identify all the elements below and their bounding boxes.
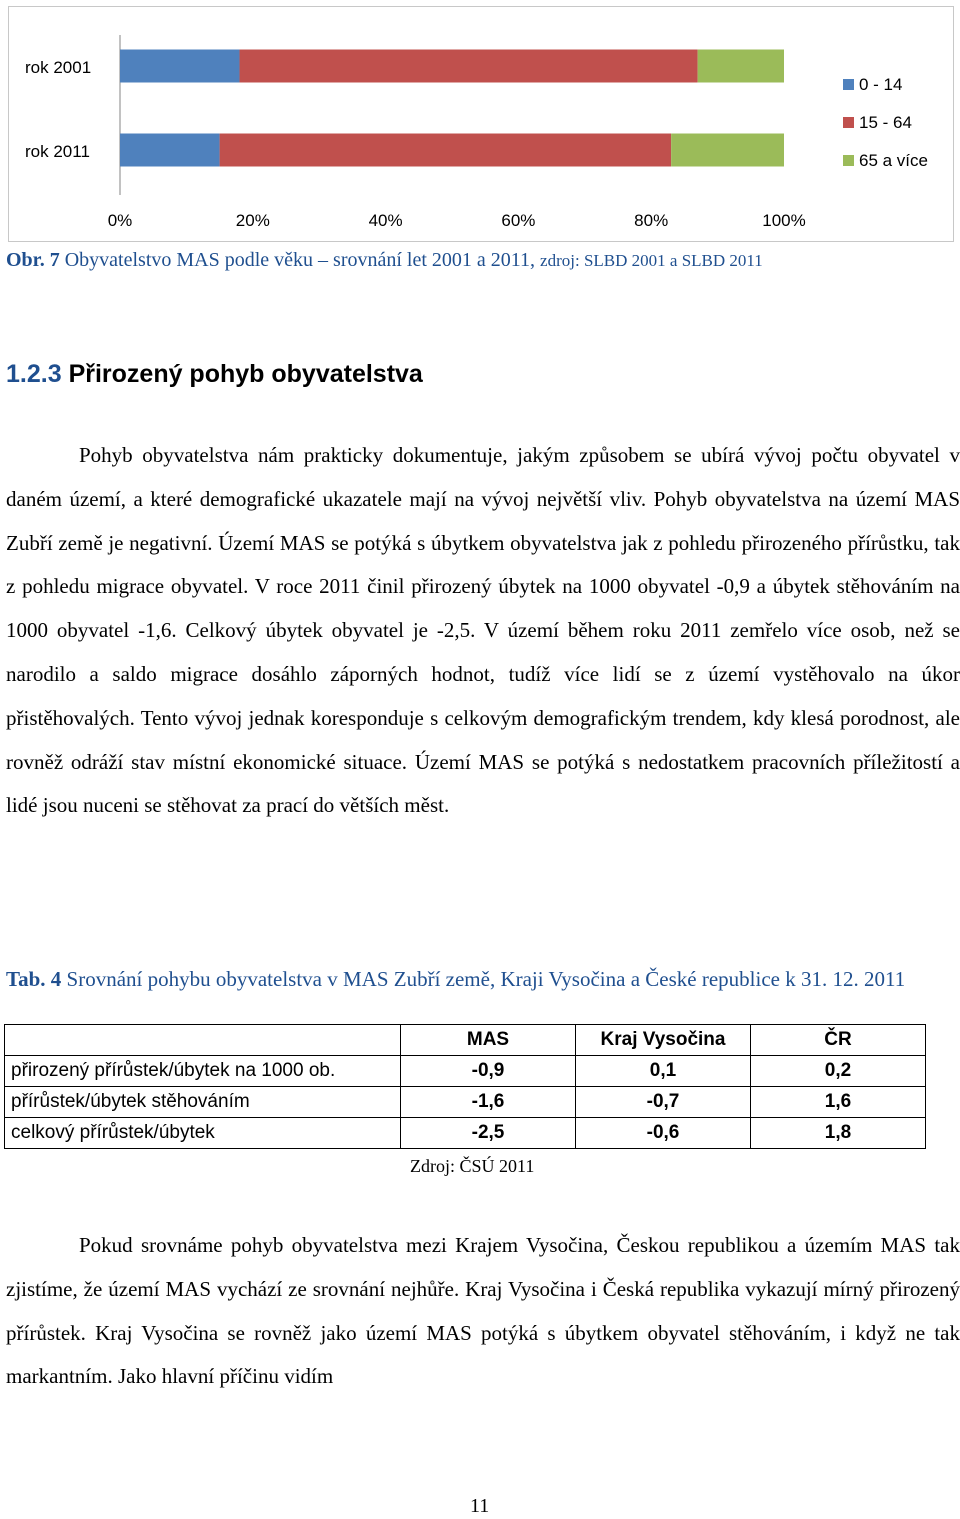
figure-source: zdroj: SLBD 2001 a SLBD 2011 [540,251,763,270]
bar-segment-0 [120,134,220,167]
table-header-mas: MAS [401,1025,576,1056]
category-label: rok 2011 [25,142,90,161]
x-tick-label: 40% [368,211,403,230]
table-row-label: celkový přírůstek/úbytek [5,1118,401,1149]
legend-label: 15 - 64 [859,113,912,132]
paragraph-1: Pohyb obyvatelstva nám prakticky dokumentuje, jakým způsobem se ubírá vývoj počtu obyvatel v daném území, a které demografické ukazatele mají na vývoj největší vliv. Pohyb obyvatelstva na území MAS Zubří země je negativní. Území MAS se potýká s úbytkem obyvatelstva jak z pohledu přirozeného přírůstku, tak z pohledu migrace obyvatel. V roce 2011 činil přirozený úbytek na 1000 obyvatel -0,9 a úbytek stěhováním na 1000 obyvatel -1,6. Celkový úbytek obyvatel je -2,5. V území během roku 2011 zemřelo více osob, než se narodilo a saldo migrace dosáhlo záporných hodnot, tudíž více lidí se z území vystěhovalo na úkor přistěhovalých. Tento vývoj jednak koresponduje s celkovým demografickým trendem, kdy klesá porodnost, ale rovněž odráží stav místní ekonomické situace. Území MAS se potýká s nedostatkem pracovních příležitostí a lidé jsou nuceni se stěhovat za prací do větších měst. [6,443,960,818]
table-row [5,1087,926,1118]
x-tick-label: 0% [107,211,133,230]
table-cell: 1,8 [751,1118,926,1149]
table-label: Tab. 4 [6,967,62,991]
bar-segment-0 [120,50,240,83]
section-number: 1.2.3 [6,360,62,388]
table-caption [6,965,960,994]
table-cell: 0,1 [576,1056,751,1087]
table-cell: -1,6 [401,1087,576,1118]
x-tick-label: 80% [634,211,669,230]
x-tick-label: 20% [235,211,270,230]
table-cell: -0,7 [576,1087,751,1118]
age-structure-chart [8,6,954,242]
x-tick-label: 100% [762,211,806,230]
section-heading [6,360,423,389]
legend-swatch [843,79,854,90]
table-cell: 1,6 [751,1087,926,1118]
category-label: rok 2001 [25,58,92,77]
table-header-cr: ČR [751,1025,926,1056]
bar-segment-1 [240,50,698,83]
figure-label: Obr. 7 [6,249,60,271]
bar-segment-2 [698,50,784,83]
legend-swatch [843,155,854,166]
table-cell: -0,9 [401,1056,576,1087]
chart-canvas [9,7,953,241]
table-row [5,1056,926,1087]
bar-segment-1 [220,134,672,167]
table-caption-text: Srovnání pohybu obyvatelstva v MAS Zubří země, Kraji Vysočina a České republice k 31. 12. 2011 [61,967,906,991]
figure-caption-text: Obyvatelstvo MAS podle věku – srovnání let 2001 a 2011, [59,249,541,271]
legend-label: 0 - 14 [859,75,903,94]
table-row-label: přírůstek/úbytek stěhováním [5,1087,401,1118]
table-cell: 0,2 [751,1056,926,1087]
table-header-vysocina: Kraj Vysočina [576,1025,751,1056]
table-header-row [5,1025,926,1056]
bar-segment-2 [671,134,784,167]
population-movement-table [4,1024,926,1149]
table-row-label: přirozený přírůstek/úbytek na 1000 ob. [5,1056,401,1087]
legend-label: 65 a více [859,151,928,170]
paragraph-2: Pokud srovnáme pohyb obyvatelstva mezi Krajem Vysočina, Českou republikou a územím MAS tak zjistíme, že území MAS vychází ze srovnání nejhůře. Kraj Vysočina i Česká republika vykazují mírný přirozený přírůstek. Kraj Vysočina se rovněž jako území MAS potýká s úbytkem obyvatel stěhováním, i když ne tak markantním. Jako hlavní příčinu vidím [6,1233,960,1389]
legend-swatch [843,117,854,128]
figure-caption [6,249,763,272]
section-title: Přirozený pohyb obyvatelstva [68,360,423,388]
table-source: Zdroj: ČSÚ 2011 [410,1156,535,1176]
x-tick-label: 60% [501,211,536,230]
table-row [5,1118,926,1149]
table-cell: -0,6 [576,1118,751,1149]
page-number: 11 [470,1495,490,1517]
table-header-empty [5,1025,401,1056]
table-cell: -2,5 [401,1118,576,1149]
